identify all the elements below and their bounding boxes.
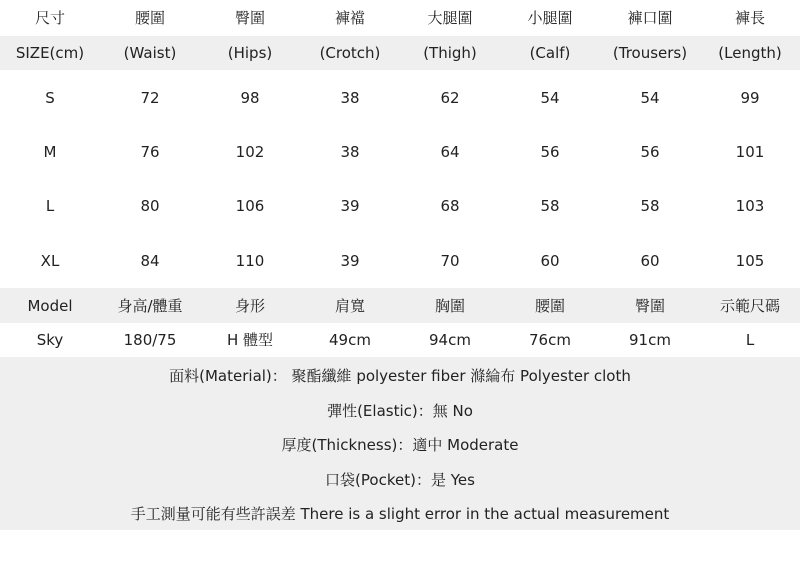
model-cell: L [745,331,755,349]
table-cell: 98 [240,88,260,107]
table-cell: 39 [340,251,360,270]
model-cell: Sky [36,331,64,349]
header-crotch-en: (Crotch) [319,44,381,62]
header-waist-en: (Waist) [123,44,177,62]
size-row-l [0,179,800,233]
header-hips: 臀圍 [234,9,265,27]
table-cell: 39 [340,197,360,215]
size-row-m [0,125,800,179]
header-length: 褲長 [734,9,765,27]
header-row-chinese [0,0,800,36]
size-row-xl [0,233,800,288]
model-header-cell: 身高/體重 [117,296,183,315]
header-size-en: SIZE(cm) [15,44,85,62]
table-cell: 64 [440,143,460,161]
header-calf: 小腿圍 [527,9,573,27]
table-cell: 62 [440,88,460,107]
model-cell: 76cm [529,331,571,349]
model-cell: 91cm [629,331,671,349]
table-cell: 99 [740,88,760,107]
header-calf-en: (Calf) [529,44,571,62]
table-cell: S [45,88,55,107]
table-cell: 84 [140,251,160,270]
model-cell: 49cm [329,331,371,349]
model-row [0,323,800,357]
model-cell: H 體型 [226,331,274,349]
model-header-cell: 胸圍 [434,296,465,315]
table-cell: 54 [640,88,660,107]
header-trousers-en: (Trousers) [612,44,688,62]
table-cell: 103 [735,197,765,215]
model-header-cell: 臀圍 [634,296,665,315]
product-notes [0,357,800,530]
model-header-cell: 腰圍 [534,296,565,315]
pocket-note: 口袋(Pocket)：是 Yes [325,471,475,489]
table-cell: M [43,143,57,161]
header-size: 尺寸 [34,9,65,27]
table-cell: 38 [340,143,360,161]
header-trousers: 褲口圍 [627,9,673,27]
table-cell: 38 [340,88,360,107]
table-cell: 70 [440,251,460,270]
table-cell: 105 [735,251,765,270]
model-header-cell: 肩寬 [334,296,365,315]
table-cell: L [45,197,55,215]
table-cell: 102 [235,143,265,161]
table-cell: 60 [540,251,560,270]
table-cell: 110 [235,251,265,270]
header-thigh: 大腿圍 [427,9,473,27]
header-length-en: (Length) [718,44,782,62]
header-row-english [0,36,800,70]
table-cell: XL [40,251,60,270]
table-cell: 106 [235,197,265,215]
table-cell: 101 [735,143,765,161]
model-cell: 94cm [429,331,471,349]
table-cell: 68 [440,197,460,215]
table-cell: 56 [640,143,660,161]
table-cell: 60 [640,251,660,270]
measurement-note: 手工測量可能有些許誤差 There is a slight error in the actual measurement [130,505,670,523]
model-header-cell: 示範尺碼 [719,296,780,315]
table-cell: 56 [540,143,560,161]
header-hips-en: (Hips) [227,44,273,62]
table-cell: 54 [540,88,560,107]
table-cell: 80 [140,197,160,215]
header-thigh-en: (Thigh) [423,44,477,62]
table-cell: 58 [640,197,660,215]
elastic-note: 彈性(Elastic)：無 No [327,402,473,420]
model-header-row [0,288,800,323]
table-cell: 76 [140,143,160,161]
header-crotch: 褲襠 [334,9,365,27]
model-cell: 180/75 [123,331,177,349]
thickness-note: 厚度(Thickness)：適中 Moderate [281,436,519,454]
model-header-cell: Model [27,296,73,315]
model-header-cell: 身形 [234,296,265,315]
table-cell: 58 [540,197,560,215]
material-note: 面料(Material)： 聚酯纖維 polyester fiber 滌綸布 Polyester cloth [169,367,631,385]
table-cell: 72 [140,88,160,107]
header-waist: 腰圍 [134,9,165,27]
size-row-s [0,70,800,125]
